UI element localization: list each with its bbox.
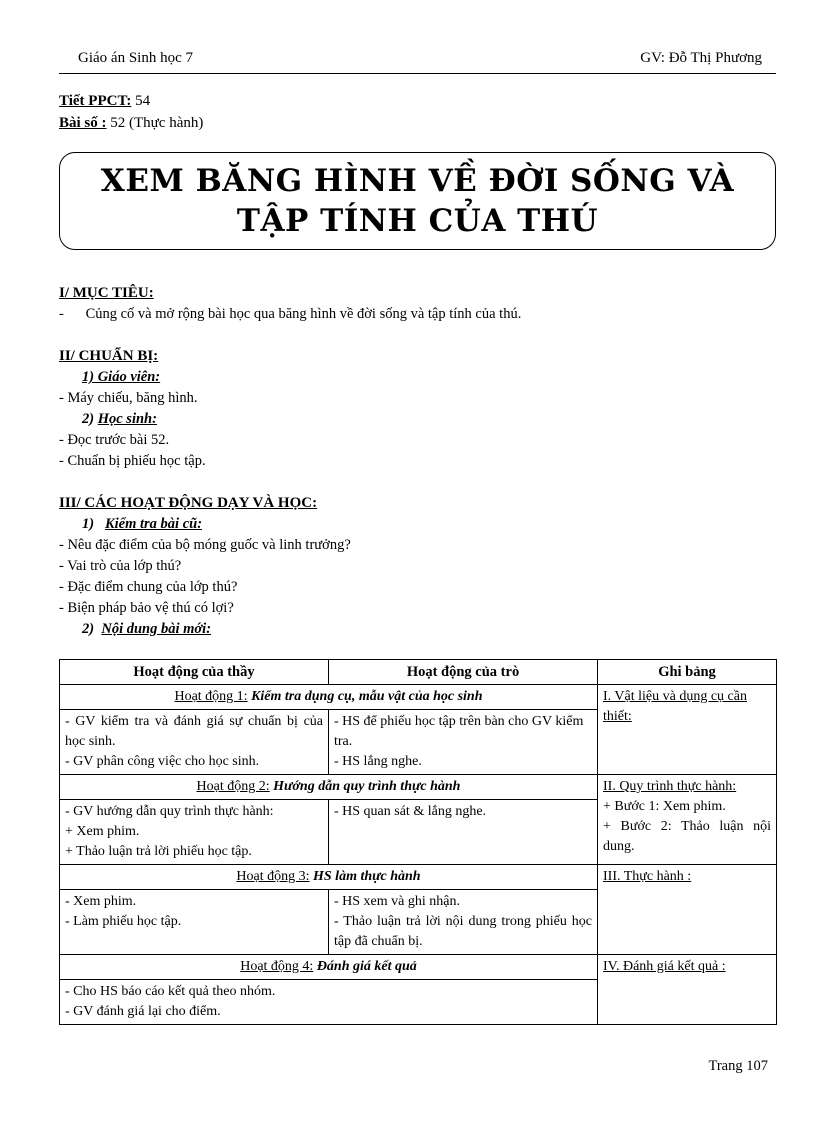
review-question: - Nêu đặc điểm của bộ móng guốc và linh trưởng? [59, 537, 351, 553]
new-content-heading: 2) Nội dung bài mới: [82, 621, 212, 637]
activity-4-title-row [60, 955, 777, 980]
review-heading: 1) Kiểm tra bài cũ: [82, 516, 203, 532]
prep-student-item: - Chuẩn bị phiếu học tập. [59, 453, 206, 469]
section-activities-heading: III/ CÁC HOẠT ĐỘNG DẠY VÀ HỌC: [59, 495, 318, 511]
header-right: GV: Đỗ Thị Phương [640, 50, 762, 66]
review-question: - Vai trò của lớp thú? [59, 558, 182, 574]
activity-table [59, 659, 777, 1025]
activity-2-student: - HS quan sát & lắng nghe. [329, 800, 598, 865]
review-question: - Biện pháp bảo vệ thú có lợi? [59, 600, 234, 616]
activity-1-title-row [60, 685, 777, 710]
activity-3-title-row [60, 865, 777, 890]
col-header-student: Hoạt động của trò [329, 660, 598, 685]
activity-2-teacher: - GV hướng dẫn quy trình thực hành: + Xem phim. + Thảo luận trả lời phiếu học tập. [60, 800, 329, 865]
col-header-notes: Ghi bảng [598, 660, 777, 685]
prep-teacher-item: - Máy chiếu, băng hình. [59, 390, 198, 406]
activity-2-title: Hoạt động 2: Hướng dẫn quy trình thực hành [60, 775, 598, 800]
activity-4-title: Hoạt động 4: Đánh giá kết quả [60, 955, 598, 980]
objective-item: - Củng cố và mở rộng bài học qua băng hình về đời sống và tập tính của thú. [59, 306, 522, 322]
activity-3-student: - HS xem và ghi nhận. - Thảo luận trả lời nội dung trong phiếu học tập đã chuẩn bị. [329, 890, 598, 955]
table-header-row [60, 660, 777, 685]
prep-student-item: - Đọc trước bài 52. [59, 432, 170, 448]
activity-2-title-row [60, 775, 777, 800]
activity-1-title: Hoạt động 1: Kiểm tra dụng cụ, mẫu vật của học sinh [60, 685, 598, 710]
section-prep-heading: II/ CHUẨN BỊ: [59, 348, 159, 364]
activity-3-title: Hoạt động 3: HS làm thực hành [60, 865, 598, 890]
prep-student-heading: 2) Học sinh: [82, 411, 157, 427]
lesson-code: Bài số : 52 (Thực hành) [59, 115, 204, 131]
activity-3-teacher: - Xem phim. - Làm phiếu học tập. [60, 890, 329, 955]
activity-4-note: IV. Đánh giá kết quả : [598, 955, 777, 1025]
activity-1-teacher: - GV kiểm tra và đánh giá sự chuẩn bị của học sinh. - GV phân công việc cho học sinh. [60, 710, 329, 775]
header-left: Giáo án Sinh học 7 [78, 50, 193, 66]
header-divider [59, 73, 776, 74]
activity-4-teacher: - Cho HS báo cáo kết quả theo nhóm. - GV đánh giá lại cho điểm. [60, 980, 598, 1025]
page-number: Trang 107 [708, 1058, 768, 1074]
prep-teacher-heading: 1) Giáo viên: [82, 369, 161, 385]
activity-2-note: II. Quy trình thực hành: + Bước 1: Xem phim. + Bước 2: Thảo luận nội dung. [598, 775, 777, 865]
activity-1-note: I. Vật liệu và dụng cụ cần thiết: [598, 685, 777, 775]
col-header-teacher: Hoạt động của thầy [60, 660, 329, 685]
section-objectives-heading: I/ MỤC TIÊU: [59, 285, 154, 301]
page-title: XEM BĂNG HÌNH VỀ ĐỜI SỐNG VÀ TẬP TÍNH CỦA THÚ [100, 163, 735, 239]
activity-3-note: III. Thực hành : [598, 865, 777, 955]
activity-1-student: - HS để phiếu học tập trên bàn cho GV kiểm tra. - HS lắng nghe. [329, 710, 598, 775]
review-question: - Đặc điểm chung của lớp thú? [59, 579, 238, 595]
title-box [59, 152, 776, 250]
lesson-number: Tiết PPCT: 54 [59, 93, 151, 109]
